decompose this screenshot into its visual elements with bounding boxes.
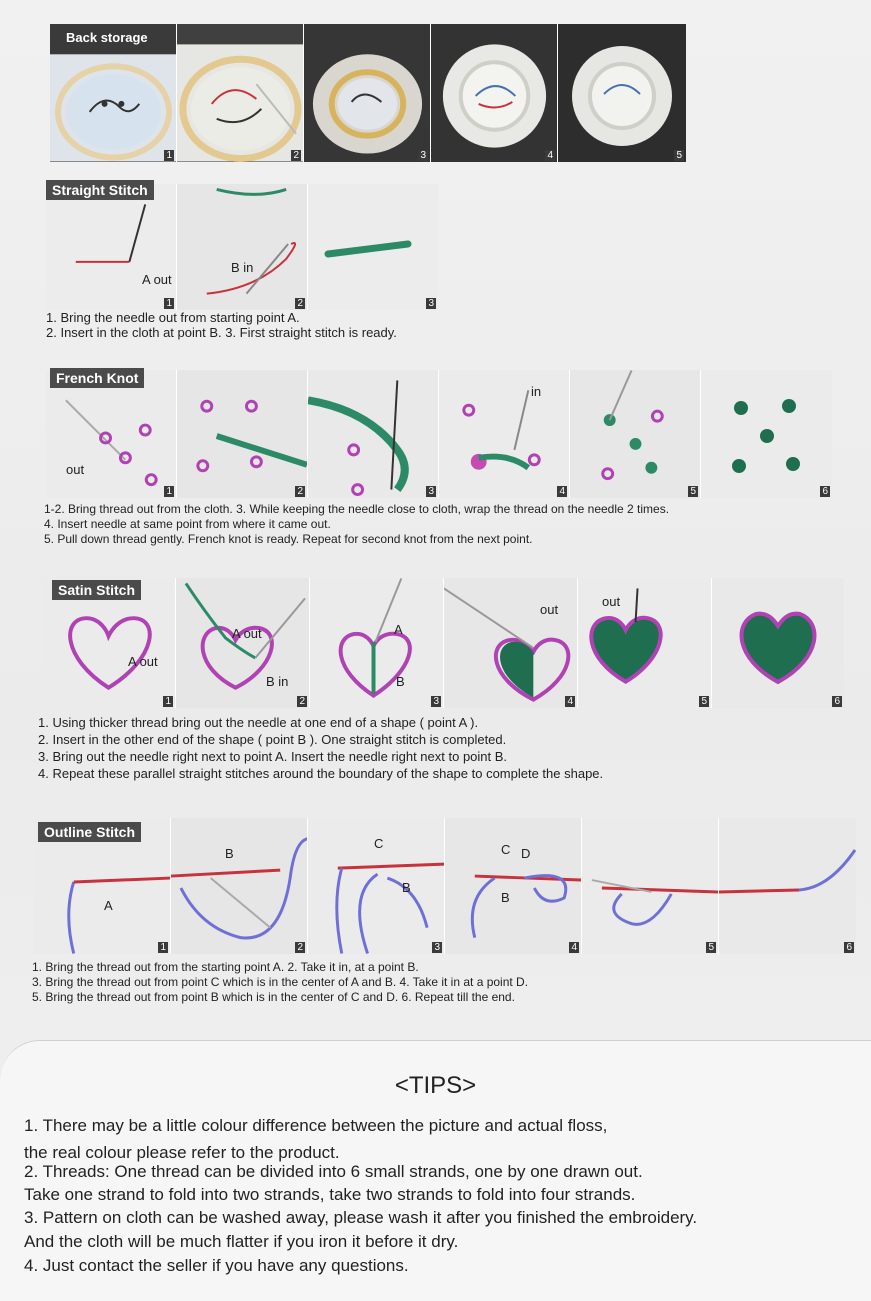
french-knot-strip [46, 370, 832, 498]
french-knot-step-5 [570, 370, 701, 498]
section-title: Satin Stitch [52, 580, 141, 600]
label-a: A [104, 898, 113, 913]
outline-stitch-step-4 [445, 818, 582, 954]
outline-stitch-section [0, 814, 871, 1024]
french-knot-step-2 [177, 370, 308, 498]
label-b: B [225, 846, 234, 861]
tips-line: Take one strand to fold into two strands, take two strands to fold into four strands. [24, 1185, 636, 1204]
label-a: A [394, 622, 403, 637]
step-number: 6 [834, 696, 840, 707]
outline-stitch-step-3 [308, 818, 445, 954]
step-number: 4 [567, 696, 573, 707]
instruction-line: 1. Bring the thread out from the starting point A. 2. Take it in, at a point B. [32, 960, 419, 974]
instruction-line: 5. Pull down thread gently. French knot is ready. Repeat for second knot from the next point. [44, 532, 533, 546]
satin-stitch-step-2 [176, 578, 310, 708]
outline-stitch-step-6 [719, 818, 856, 954]
step-number: 5 [701, 696, 707, 707]
satin-stitch-step-4 [444, 578, 578, 708]
back-storage-step-2 [177, 24, 304, 162]
back-storage-step-3 [304, 24, 431, 162]
outline-stitch-step-5 [582, 818, 719, 954]
satin-stitch-instructions [38, 714, 603, 782]
step-number: 2 [293, 150, 299, 161]
step-number: 1 [165, 696, 171, 707]
step-number: 6 [846, 942, 852, 953]
section-title: Straight Stitch [46, 180, 154, 200]
label-a-out-2: A out [232, 626, 262, 641]
instruction-line: 5. Bring the thread out from point B which is in the center of C and D. 6. Repeat till the end. [32, 990, 515, 1004]
straight-stitch-strip [46, 184, 438, 310]
step-number: 3 [420, 150, 426, 161]
tips-line: 3. Pattern on cloth can be washed away, please wash it after you finished the embroidery. [24, 1208, 698, 1227]
french-knot-section [0, 366, 871, 566]
section-title: French Knot [50, 368, 144, 388]
tips-line: And the cloth will be much flatter if you iron it before it dry. [24, 1232, 459, 1251]
label-out-2: out [602, 594, 621, 609]
satin-stitch-step-6 [712, 578, 844, 708]
straight-stitch-step-2 [177, 184, 308, 310]
french-knot-instructions [44, 502, 669, 547]
french-knot-step-3 [308, 370, 439, 498]
step-number: 2 [297, 942, 303, 953]
tips-line: 4. Just contact the seller if you have any questions. [24, 1256, 409, 1275]
instruction-line: 1. Bring the needle out from starting point A. [46, 310, 300, 325]
step-number: 4 [547, 150, 553, 161]
tips-line: 2. Threads: One thread can be divided into 6 small strands, one by one drawn out. [24, 1162, 643, 1181]
french-knot-step-1 [46, 370, 177, 498]
satin-stitch-strip [42, 578, 844, 708]
step-number: 1 [166, 486, 172, 497]
label-b: B [396, 674, 405, 689]
label-out: out [66, 462, 85, 477]
step-number: 3 [434, 942, 440, 953]
step-number: 2 [297, 298, 303, 309]
instruction-line: 1-2. Bring thread out from the cloth. 3. While keeping the needle close to cloth, wrap the thread on the needle 2 times. [44, 502, 670, 516]
french-knot-step-6 [701, 370, 832, 498]
step-number: 4 [571, 942, 577, 953]
outline-stitch-step-2 [171, 818, 308, 954]
label-b-in: B in [231, 260, 254, 275]
back-storage-section [0, 0, 871, 170]
section-title: Back storage [66, 30, 148, 45]
outline-stitch-strip [34, 818, 856, 954]
outline-stitch-instructions [32, 960, 528, 1005]
straight-stitch-step-1 [46, 184, 177, 310]
step-number: 3 [428, 298, 434, 309]
step-number: 2 [297, 486, 303, 497]
label-d: D [521, 846, 531, 861]
instruction-line: 4. Repeat these parallel straight stitches around the boundary of the shape to complete the shape. [38, 766, 604, 781]
label-out: out [540, 602, 559, 617]
label-a-out: A out [142, 272, 172, 287]
step-number: 5 [676, 150, 682, 161]
step-number: 5 [690, 486, 696, 497]
straight-stitch-section [0, 176, 871, 356]
instruction-line: 4. Insert needle at same point from where it came out. [44, 517, 331, 531]
step-number: 5 [708, 942, 714, 953]
tips-title: <TIPS> [394, 1072, 477, 1099]
french-knot-step-4 [439, 370, 570, 498]
step-number: 1 [166, 298, 172, 309]
step-number: 1 [166, 150, 172, 161]
label-b-2: B [402, 880, 411, 895]
instruction-line: 1. Using thicker thread bring out the needle at one end of a shape ( point A ). [38, 715, 479, 730]
label-in: in [531, 384, 542, 399]
tips-line: 1. There may be a little colour difference between the picture and actual floss, [24, 1116, 608, 1135]
satin-stitch-step-5 [578, 578, 712, 708]
step-number: 3 [428, 486, 434, 497]
back-storage-step-5 [558, 24, 686, 162]
label-b-in: B in [266, 674, 289, 689]
back-storage-step-4 [431, 24, 558, 162]
straight-stitch-step-3 [308, 184, 438, 310]
tips-line: the real colour please refer to the product. [24, 1143, 340, 1162]
label-a-out: A out [128, 654, 158, 669]
satin-stitch-section [0, 574, 871, 794]
section-title: Outline Stitch [38, 822, 141, 842]
satin-stitch-step-3 [310, 578, 444, 708]
instruction-line: 3. Bring the thread out from point C which is in the center of A and B. 4. Take it in at a point D. [32, 975, 529, 989]
step-number: 4 [559, 486, 565, 497]
label-b-3: B [501, 890, 510, 905]
step-number: 1 [160, 942, 166, 953]
step-number: 3 [433, 696, 439, 707]
instruction-line: 2. Insert in the cloth at point B. 3. First straight stitch is ready. [46, 325, 397, 340]
step-number: 6 [822, 486, 828, 497]
instruction-line: 3. Bring out the needle right next to point A. Insert the needle right next to point B. [38, 749, 508, 764]
label-c-2: C [501, 842, 511, 857]
straight-stitch-instructions [46, 310, 397, 340]
instruction-line: 2. Insert in the other end of the shape ( point B ). One straight stitch is completed. [38, 732, 507, 747]
step-number: 2 [299, 696, 305, 707]
label-c: C [374, 836, 384, 851]
